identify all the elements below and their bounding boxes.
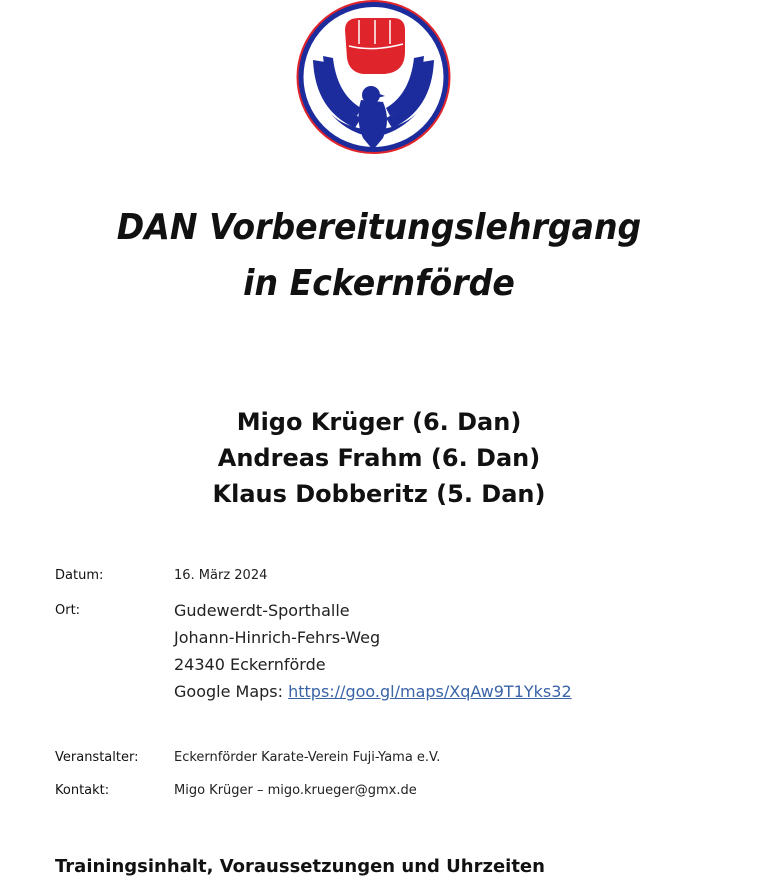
location-line: Gudewerdt-Sporthalle: [174, 601, 350, 620]
page-title: [30, 200, 727, 312]
organizer-value: Eckernförder Karate-Verein Fuji-Yama e.V.: [174, 750, 441, 765]
contact-value: Migo Krüger – migo.krueger@gmx.de: [174, 783, 417, 798]
contact-label: Kontakt:: [55, 783, 110, 798]
instructor-list: [0, 404, 758, 512]
title-line-2: in Eckernförde: [243, 263, 515, 304]
location-label: Ort:: [55, 603, 81, 618]
title-line-1: DAN Vorbereitungslehrgang: [116, 207, 642, 248]
maps-line: [174, 678, 572, 705]
instructor-item: Migo Krüger (6. Dan): [236, 408, 522, 436]
maps-prefix: Google Maps:: [174, 682, 289, 701]
organizer-label: Veranstalter:: [55, 750, 139, 765]
instructor-item: Klaus Dobberitz (5. Dan): [212, 480, 546, 508]
location-line: Johann-Hinrich-Fehrs-Weg: [174, 628, 381, 647]
location-line: 24340 Eckernförde: [174, 655, 326, 674]
maps-link[interactable]: https://goo.gl/maps/XqAw9T1Yks32: [288, 682, 572, 701]
date-value: 16. März 2024: [174, 568, 268, 583]
location-address: [174, 597, 572, 705]
section-heading: Trainingsinhalt, Voraussetzungen und Uhrzeiten: [55, 856, 545, 877]
karate-fist-eagle-logo-icon: [293, 0, 454, 155]
date-label: Datum:: [55, 568, 104, 583]
instructor-item: Andreas Frahm (6. Dan): [217, 444, 541, 472]
